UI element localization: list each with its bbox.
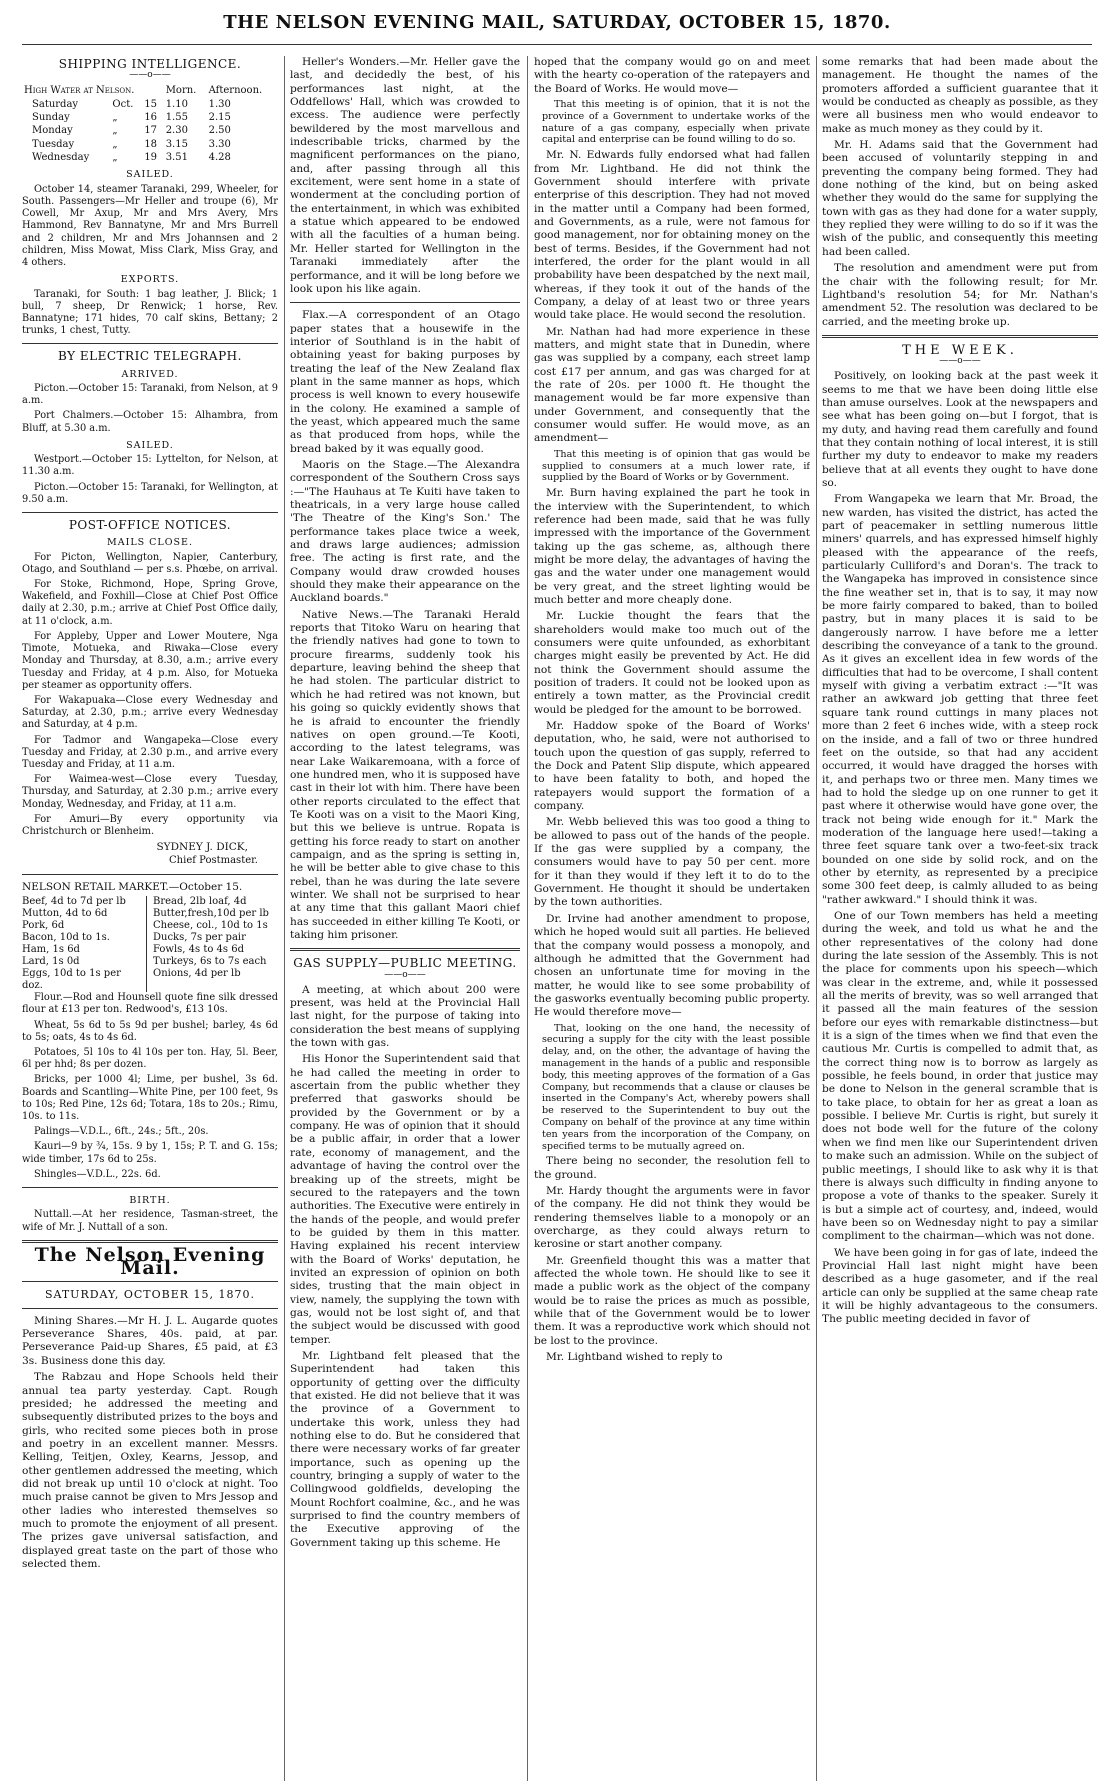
ornament: ——o—— — [939, 356, 981, 367]
article-paragraph: Positively, on looking back at the past week it seems to me that we have been doing little else than amuse ourselves. Look at the newspapers and see what has been going on—but I forgot, that is my duty, and having read them carefully and found that they contain nothing of local interest, it is still further my duty to endeavor to make my readers believe that at all events they ought to have done so. — [822, 370, 1098, 489]
tide-row: Saturday Oct. 15 1.10 1.30 — [32, 98, 231, 110]
paper-nameplate: The Nelson Evening Mail. — [34, 1243, 266, 1280]
birth-heading: BIRTH. — [129, 1195, 171, 1207]
arrived-item: Picton.—October 15: Taranaki, from Nelson, at 9 a.m. — [22, 383, 278, 407]
article-paragraph: some remarks that had been made about the management. He thought the names of the promoters afforded a sufficient guarantee that it would be conducted as cheaply as possible, as they were all business men who would endeavor to make as much money as they could by it. — [822, 56, 1098, 135]
tide-row: Sunday „ 16 1.55 2.15 — [32, 112, 231, 124]
article-paragraph: Maoris on the Stage.—The Alexandra correspondent of the Southern Cross says :—"The Hauhaus at Te Kuiti have taken to theatricals, in a very large house called 'The Theatre of the King's Son.' The performance takes place twice a week, and draws large audiences; admission free. The acting is first rate, and the Company would draw crowded houses should they make their appearance on the Auckland boards." — [290, 458, 520, 605]
article-paragraph: The Rabzau and Hope Schools held their annual tea party yesterday. Capt. Rough presided; he addressed the meeting and subsequently distributed prizes to the boys and girls, who recited some pieces both in prose and poetry in an excellent manner. Messrs. Kelling, Teitjen, Oxley, Kearns, Jessop, and other gentlemen addressed the meeting, which did not break up until 10 o'clock at night. Too much praise cannot be given to Mrs Jessop and other ladies who interested themselves so much to promote the enjoyment of all present. The prizes gave universal satisfaction, and displayed great taste on the part of those who selected them. — [22, 1371, 278, 1570]
market-right: Bread, 2lb loaf, 4d Butter,fresh,10d per lb Cheese, col., 10d to 1s Ducks, 7s per pair Fowls, 4s to 4s 6d Turkeys, 6s to 7s each Onions, 4d per lb — [153, 896, 269, 980]
tide-row: Monday „ 17 2.30 2.50 — [32, 125, 231, 137]
column-4 — [822, 56, 1098, 1781]
article-paragraph: Native News.—The Taranaki Herald reports that Titoko Waru on hearing that the friendly natives had gone to town to procure firearms, suddenly took his departure, leaving behind the sheep that he had stolen. The particular district to which he had retired was not known, but his going so quickly evidently shows that he is afraid to encounter the friendly natives on open ground.—Te Kooti, according to the latest telegrams, was near Lake Waikaremoana, with a force of one hundred men, who it is supposed have cast in their lot with him. There have been other reports circulated to the effect that Te Kooti was on a visit to the Maori King, but this we believe is untrue. Ropata is getting his force ready to start on another campaign, and as the spring is setting in, he will be better able to give chase to this rebel, than he was during the late severe winter. We shall not be surprised to hear at any time that this gallant Maori chief has succeeded in either killing Te Kooti, or taking him prisoner. — [290, 608, 520, 941]
market-line: Shingles—V.D.L., 22s. 6d. — [34, 1168, 161, 1180]
telegraph-heading: BY ELECTRIC TELEGRAPH. — [58, 349, 242, 364]
tide-aft-header: Afternoon. — [208, 85, 263, 97]
sailed-item: Westport.—October 15: Lyttelton, for Nelson, at 11.30 a.m. — [22, 454, 278, 478]
divider — [290, 302, 520, 303]
market-grid — [22, 896, 278, 992]
tide-table — [22, 84, 278, 164]
article-paragraph: His Honor the Superintendent said that he had called the meeting in order to ascertain from the public whether they preferred that gasworks should be provided by the Government or by a company. He was of opinion that it should be a public affair, in order that a lower rate, economy of management, and the advantage of having the control over the breaking up of the streets, might be secured to the ratepayers and the town authorities. The Executive were entirely in the hands of the people, and would prefer to be guided by them in this matter. Having explained his recent interview with the Board of Works' deputation, he invited an expression of opinion on both sides, trusting that the main object in view, namely, the supplying the town with gas, would not be lost sight of, and that the subject would be discussed with good temper. — [290, 1053, 520, 1346]
ornament: ——o—— — [129, 70, 171, 81]
divider — [22, 1281, 278, 1282]
gas-heading: GAS SUPPLY—PUBLIC MEETING. — [293, 956, 517, 971]
mail-item: For Wakapuaka—Close every Wednesday and Saturday, at 2.30, p.m.; arrive every Wednesday and Saturday, at 4 p.m. — [22, 694, 278, 731]
mail-item: For Amuri—By every opportunity via Christchurch or Blenheim. — [22, 813, 278, 837]
masthead: THE NELSON EVENING MAIL, SATURDAY, OCTOBER 15, 1870. — [223, 12, 891, 33]
market-line: Bricks, per 1000 4l; Lime, per bushel, 3s 6d. Boards and Scantling—White Pine, per 100 feet, 9s to 10s; Red Pine, 12s 6d; Totara, 18s to 20s.; Rimu, 10s. to 11s. — [22, 1074, 278, 1122]
shipping-heading: SHIPPING INTELLIGENCE. — [58, 57, 242, 71]
amendment-quote: That, looking on the one hand, the necessity of securing a supply for the city with the least possible delay, and, on the other, the advantage of having the management in the hands of a public and responsible body, this meeting approves of the formation of a Gas Company, but recommends that a clause or clauses be inserted in the Company's Act, whereby powers shall be reserved to the Superintendent to buy out the Company on behalf of the province at any time within ten years from the incorporation of the Company, on specified terms to be mutually agreed on. — [542, 1022, 810, 1152]
paper-date: SATURDAY, OCTOBER 15, 1870. — [44, 1288, 256, 1302]
article-paragraph: Mr. H. Adams said that the Government had been accused of voluntarily stepping in and preventing the company being formed. They had done nothing of the kind, but on being asked whether they would do the same for supplying the town with gas as they had done for a water supply, they replied they were willing to do so if it was the wish of the public, and consequently this meeting had been called. — [822, 139, 1098, 258]
market-left: Beef, 4d to 7d per lb Mutton, 4d to 6d Pork, 6d Bacon, 10d to 1s. Ham, 1s 6d Lard, 1s 0d Eggs, 10d to 1s per doz. — [22, 896, 147, 992]
column-1 — [22, 56, 278, 1781]
article-paragraph: Heller's Wonders.—Mr. Heller gave the last, and decidedly the best, of his performances last night, at the Oddfellows' Hall, which was crowded to excess. The audience were perfectly bewildered by the most marvellous and indescribable tricks, charmed by the magnificent performances on the piano, and, after passing through all this excitement, were sent home in a state of wonderment at the concluding portion of the entertainment, in which was exhibited a statue which appeared to be endowed with all the faculties of a human being. Mr. Heller started for Wellington in the Taranaki immediately after the performance, and it will be long before we look upon his like again. — [290, 56, 520, 295]
column-rule — [284, 56, 285, 1781]
tide-morn-header: Morn. — [165, 85, 197, 97]
article-paragraph: Mr. Webb believed this was too good a thing to be allowed to pass out of the hands of the people. If the gas were supplied by a company, the consumers would have to pay 50 per cent. more for it than they would if they left it to do to the Government. He thought it should be undertaken by the town authorities. — [534, 816, 810, 909]
article-paragraph: hoped that the company would go on and meet with the hearty co-operation of the ratepayers and the Board of Works. He would move— — [534, 56, 810, 95]
market-line: Kauri—9 by ¾, 15s. 9 by 1, 15s; P. T. and G. 15s; wide timber, 17s 6d to 25s. — [22, 1141, 278, 1165]
article-paragraph: Flax.—A correspondent of an Otago paper states that a housewife in the interior of Southland is in the habit of obtaining yeast for baking purposes by treating the leaf of the New Zealand flax plant in the same manner as hops, which process is well known to every housewife in the colony. He examined a sample of the yeast, which appeared much the same as that produced from hops, while the bread baked by it was equally good. — [290, 309, 520, 455]
post-office-heading: POST-OFFICE NOTICES. — [68, 517, 232, 532]
mail-item: For Picton, Wellington, Napier, Canterbury, Otago, and Southland — per s.s. Phœbe, on arrival. — [22, 551, 278, 575]
article-paragraph: Mr. Nathan had had more experience in these matters, and might state that in Dunedin, where gas was supplied by a company, each street lamp cost £17 per annum, and gas was charged for at the rate of 20s. per 1000 ft. He thought the management would be far more expensive than under Government, and consequently that the consumer would suffer. He would move, as an amendment— — [534, 325, 810, 445]
article-paragraph: Mr. Hardy thought the arguments were in favor of the company. He did not think they would be rendering themselves liable to a monopoly or an overcharge, as they could always return to kerosine or start another company. — [534, 1185, 810, 1251]
exports-heading: EXPORTS. — [120, 274, 180, 286]
ornament: ——o—— — [384, 969, 426, 980]
column-3 — [534, 56, 810, 1781]
mail-item: For Tadmor and Wangapeka—Close every Tuesday and Friday, at 2.30 p.m., and arrive every Tuesday and Friday, at 11 a.m. — [22, 734, 278, 770]
divider — [822, 335, 1098, 338]
masthead-rule — [22, 44, 1092, 45]
telegraph-sailed-heading: SAILED. — [126, 439, 174, 451]
divider — [22, 512, 278, 513]
column-2 — [290, 56, 520, 1781]
sailed-heading: SAILED. — [126, 169, 174, 181]
resolution-quote: That this meeting is of opinion, that it is not the province of a Government to undertake works of the nature of a gas company, especially when private capital and enterprise can be found willing to do so. — [542, 99, 810, 146]
article-paragraph: The resolution and amendment were put from the chair with the following result; for Mr. Lightband's resolution 54; for Mr. Nathan's amendment 52. The resolution was declared to be carried, and the meeting broke up. — [822, 262, 1098, 328]
arrived-heading: ARRIVED. — [121, 368, 179, 380]
mail-item: For Stoke, Richmond, Hope, Spring Grove, Wakefield, and Foxhill—Close at Chief Post Office daily at 2.30, p.m.; arrive at Chief Post Office daily, at 11 o'clock, a.m. — [22, 579, 278, 627]
divider — [22, 1308, 278, 1309]
tide-row: Tuesday „ 18 3.15 3.30 — [32, 138, 231, 150]
article-paragraph: One of our Town members has held a meeting during the week, and told us what he and the other representatives of the colony had done during the late session of the Assembly. This is not the place for comments upon his speech—which was clear in the extreme, and, while it possessed all the merits of brevity, was so well arranged that it passed all the main features of the session before our eyes with remarkable distinctness—but it is a sign of the times when we find that even the cautious Mr. Curtis is compelled to admit that, as the correct thing now is to borrow as largely as possible, he feels bound, in order that justice may be done to Nelson in the general scramble that is to take place, to obtain for her as great a loan as possible. I believe Mr. Curtis is right, but surely it does not bode well for the future of the colony when we find men like our Superintendent driven to make such an admission. While on the subject of public meetings, I should like to ask why it is that there is always such difficulty in finding anyone to propose a vote of thanks to the speaker. Surely it is but a simple act of courtesy, and, indeed, would have been so on Wednesday night to pay a similar compliment to the chairman—which was not done. — [822, 909, 1098, 1243]
article-paragraph: Mr. Burn having explained the part he took in the interview with the Superintendent, to which reference had been made, said that he was fully impressed with the importance of the Government taking up the gas scheme, as, although there might be more delay, the advantages of having the gas and the water under one management would be very great, and the street lighting would be much better and more cheaply done. — [534, 487, 810, 606]
sailed-text: October 14, steamer Taranaki, 299, Wheeler, for South. Passengers—Mr Heller and troupe (6), Mr Cowell, Mr Axup, Mr and Mrs Avery, Mrs Hammond, Rev Bannatyne, Mr and Mrs Burrell and 2 children, Mr and Mrs Johannsen and 2 children, Miss Mowat, Miss Clark, Miss Gray, and 4 others. — [22, 183, 278, 268]
article-paragraph: There being no seconder, the resolution fell to the ground. — [534, 1155, 810, 1181]
article-paragraph: Mr. Haddow spoke of the Board of Works' deputation, who, he said, were not authorised to touch upon the question of gas supply, referred to the Dock and Patent Slip dispute, which appeared to have been fatality to both, and hoped the ratepayers would support the formation of a company. — [534, 720, 810, 813]
birth-text: Nuttall.—At her residence, Tasman-street, the wife of Mr. J. Nuttall of a son. — [22, 1209, 278, 1233]
mail-item: For Appleby, Upper and Lower Moutere, Nga Timote, Motueka, and Riwaka—Close every Monday and Thursday, at 8.30, a.m.; arrive every Tuesday and Friday, at 4 p.m. Also, for Motueka per steamer as opportunity offers. — [22, 630, 278, 691]
exports-text: Taranaki, for South: 1 bag leather, J. Blick; 1 bull, 7 sheep, Dr Renwick; 1 horse, Rev. Bannatyne; 171 hides, 70 calf skins, Bettany; 2 trunks, 1 chest, Tutty. — [22, 288, 278, 337]
divider — [22, 1240, 278, 1243]
tide-row: Wednesday „ 19 3.51 4.28 — [32, 152, 231, 164]
sailed-item: Picton.—October 15: Taranaki, for Wellington, at 9.50 a.m. — [22, 481, 278, 505]
market-line: Potatoes, 5l 10s to 4l 10s per ton. Hay, 5l. Beer, 6l per hhd; 8s per dozen. — [22, 1046, 278, 1071]
market-line: Palings—V.D.L., 6ft., 24s.; 5ft., 20s. — [34, 1126, 209, 1138]
article-paragraph: Dr. Irvine had another amendment to propose, which he hoped would suit all parties. He believed that the company would possess a monopoly, and although he admitted that the Government had chosen an unfortunate time for moving in the matter, he would like to see some probability of the gasworks eventually becoming public property. He would therefore move— — [534, 912, 810, 1019]
postmaster-title: Chief Postmaster. — [169, 855, 258, 867]
divider — [22, 343, 278, 344]
article-paragraph: We have been going in for gas of late, indeed the Provincial Hall last night might have been described as a huge gasometer, and if the real article can only be supplied at the same cheap rate it will be highly advantageous to the consumers. The public meeting decided in favor of — [822, 1246, 1098, 1326]
arrived-item: Port Chalmers.—October 15: Alhambra, from Bluff, at 5.30 a.m. — [22, 410, 278, 434]
article-paragraph: Mr. Lightband felt pleased that the Superintendent had taken this opportunity of getting over the difficulty that existed. He did not believe that it was the province of a Government to undertake this work, unless they had nothing else to do. But he considered that there were necessary works of far greater importance, such as opening up the country, bringing a supply of water to the Collingwood goldfields, developing the Mount Rochfort coalmine, &c., and he was surprised to find the country members of the Executive approving of the Government taking up this scheme. He — [290, 1349, 520, 1549]
postmaster-name: SYDNEY J. DICK, — [156, 841, 248, 854]
article-paragraph: Mr. Luckie thought the fears that the shareholders would make too much out of the consumers were quite unfounded, as exhorbitant charges might easily be prevented by Act. He did not think the Government should assume the position of traders. It could not be looked upon as entirely a town matter, as the Provincial credit would be pledged for the amount to be borrowed. — [534, 610, 810, 716]
column-rule — [527, 56, 528, 1781]
divider — [22, 874, 278, 875]
tide-label: High Water at Nelson. — [24, 85, 135, 97]
article-paragraph: Mining Shares.—Mr H. J. L. Augarde quotes Perseverance Shares, 40s. paid, at par. Perseverance Paid-up Shares, £5 paid, at £3 3s. Business done this day. — [22, 1314, 278, 1367]
article-paragraph: Mr. Greenfield thought this was a matter that affected the whole town. He should like to see it made a public work as the object of the company would be to raise the prices as much as possible, while that of the Government would be to lower them. It was a reproductive work which should not be lost to the province. — [534, 1254, 810, 1347]
week-heading: THE WEEK. — [902, 342, 1018, 358]
article-paragraph: Mr. Lightband wished to reply to — [546, 1351, 723, 1364]
market-line: Wheat, 5s 6d to 5s 9d per bushel; barley, 4s 6d to 5s; oats, 4s to 4s 6d. — [22, 1019, 278, 1043]
amendment-quote: That this meeting is of opinion that gas would be supplied to consumers at a much lower rate, if supplied by the Board of Works or by Government. — [542, 448, 810, 484]
divider — [22, 1187, 278, 1188]
mail-item: For Waimea-west—Close every Tuesday, Thursday, and Saturday, at 2.30 p.m.; arrive every Monday, Wednesday, and Friday, at 11 a.m. — [22, 774, 278, 810]
article-paragraph: Mr. N. Edwards fully endorsed what had fallen from Mr. Lightband. He did not think the Government should interfere with private enterprise of this description. They had not moved in the matter until a Company had been formed, and Governments, as a rule, were not famous for good management, nor for obtaining money on the best of terms. Besides, if the Government had not interfered, the order for the plant would in all probability have been despatched by the next mail, whereas, if they took it out of the hands of the Company, a delay of at least two or three years would take place. He would second the resolution. — [534, 149, 810, 322]
divider — [290, 948, 520, 951]
article-paragraph: From Wangapeka we learn that Mr. Broad, the new warden, has visited the district, has acted the part of peacemaker in settling numerous little miners' quarrels, and has expressed himself highly pleased with the appearance of the reefs, particularly Culliford's and Doran's. The track to the Wangapeka has improved in consistence since the fine weather set in, that is to say, it may now be more fairly compared to baked, than to boiled pastry, but in many places it is said to be dangerously narrow. I have before me a letter describing the conveyance of a tank to the ground. As it gives an excellent idea in few words of the difficulties that had to be overcome, I shall content myself with giving a verbatim extract :—"It was rather an awkward job getting that three feet square tank round cuttings in many places not more than 2 feet 6 inches wide, with a steep rock on the inside, and a fall of two or three hundred feet on the outside, so that had any accident occurred, it would have dragged the horses with it, and perhaps two or three men. Many times we had to hold the sledge up on one runner to get it past where it otherwise would have gone over, the track not being wide enough for it." Mark the moderation of the language here used!—taking a three feet square tank over a two-feet-six track bounded on one side by solid rock, and on the other by eternity, as represented by a precipice some 300 feet deep, is calmly alluded to as being "rather awkward." I should think it was. — [822, 493, 1098, 906]
market-line: Flour.—Rod and Hounsell quote fine silk dressed flour at £13 per ton. Redwood's, £13 10s. — [22, 992, 278, 1016]
column-rule — [816, 56, 817, 1781]
article-paragraph: A meeting, at which about 200 were present, was held at the Provincial Hall last night, for the purpose of taking into consideration the best means of supplying the town with gas. — [290, 983, 520, 1050]
market-heading: NELSON RETAIL MARKET.—October 15. — [22, 880, 243, 893]
mails-close-heading: MAILS CLOSE. — [106, 537, 193, 549]
